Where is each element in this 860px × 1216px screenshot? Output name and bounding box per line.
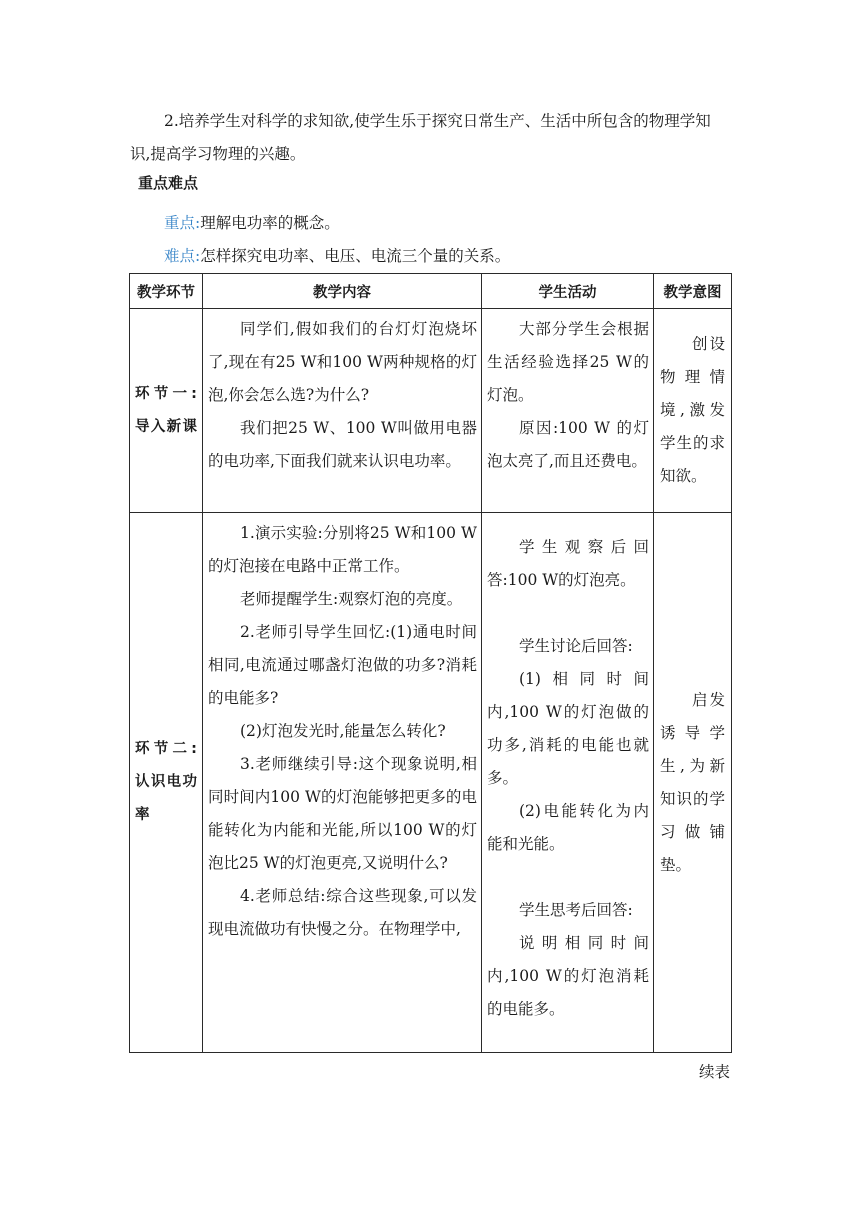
content-paragraph: 4.老师总结:综合这些现象,可以发现电流做功有快慢之分。在物理学中,	[208, 887, 477, 938]
content-paragraph: 老师提醒学生:观察灯泡的亮度。	[240, 590, 463, 608]
intent-paragraph: 启发诱导学生,为新知识的学习做铺垫。	[660, 690, 725, 874]
activity-paragraph: (1)相同时间内,100 W的灯泡做的功多,消耗的电能也就多。	[487, 670, 649, 787]
objective-item-2: 2.培养学生对科学的求知欲,使学生乐于探究日常生产、生活中所包含的物理学知识,提高学习物理的兴趣。	[130, 112, 711, 163]
activity-paragraph: 说明相同时间内,100 W的灯泡消耗的电能多。	[487, 934, 649, 1018]
table-header-row	[130, 274, 732, 309]
activity-paragraph: 原因:100 W 的灯泡太亮了,而且还费电。	[487, 419, 649, 470]
intent-cell	[654, 513, 732, 1053]
difficult-point-label: 难点:	[164, 247, 201, 265]
content-paragraph: 同学们,假如我们的台灯灯泡烧坏了,现在有25 W和100 W两种规格的灯泡,你会怎么选?为什么?	[208, 320, 477, 404]
activity-paragraph: 学生讨论后回答:	[519, 637, 633, 655]
content-cell	[203, 309, 482, 513]
intent-cell	[654, 309, 732, 513]
table-row	[130, 309, 732, 513]
header-content: 教学内容	[203, 274, 482, 309]
activity-paragraph: 学生观察后回答:100 W的灯泡亮。	[487, 538, 649, 589]
activity-cell	[482, 513, 654, 1053]
activity-paragraph: 学生思考后回答:	[519, 901, 633, 919]
content-paragraph: 我们把25 W、100 W叫做用电器的电功率,下面我们就来认识电功率。	[208, 419, 477, 470]
intent-paragraph: 创设物理情境,激发学生的求知欲。	[660, 335, 725, 485]
key-point-line	[164, 212, 340, 234]
difficult-point-line	[164, 245, 510, 267]
header-intent: 教学意图	[654, 274, 732, 309]
header-activity: 学生活动	[482, 274, 654, 309]
activity-paragraph: (2)电能转化为内能和光能。	[487, 802, 649, 853]
content-paragraph: (2)灯泡发光时,能量怎么转化?	[240, 722, 446, 740]
stage-cell: 环节二:认识电功率	[130, 513, 203, 1053]
key-point-text: 理解电功率的概念。	[200, 214, 340, 232]
activity-cell	[482, 309, 654, 513]
content-paragraph: 2.老师引导学生回忆:(1)通电时间相同,电流通过哪盏灯泡做的功多?消耗的电能多?	[208, 623, 477, 707]
content-cell	[203, 513, 482, 1053]
content-paragraph: 1.演示实验:分别将25 W和100 W的灯泡接在电路中正常工作。	[208, 524, 477, 575]
activity-spacer	[487, 597, 649, 630]
lesson-plan-table	[129, 273, 732, 1053]
stage-cell: 环节一:导入新课	[130, 309, 203, 513]
table-row	[130, 513, 732, 1053]
activity-spacer	[487, 861, 649, 894]
content-paragraph: 3.老师继续引导:这个现象说明,相同时间内100 W的灯泡能够把更多的电能转化为内能和光能,所以100 W的灯泡比25 W的灯泡更亮,又说明什么?	[208, 755, 477, 872]
key-points-heading: 重点难点	[138, 174, 199, 192]
header-stage: 教学环节	[130, 274, 203, 309]
difficult-point-text: 怎样探究电功率、电压、电流三个量的关系。	[200, 247, 511, 265]
key-point-label: 重点:	[164, 214, 201, 232]
continued-label: 续表	[698, 1063, 730, 1081]
activity-paragraph: 大部分学生会根据生活经验选择25 W的灯泡。	[487, 320, 649, 404]
